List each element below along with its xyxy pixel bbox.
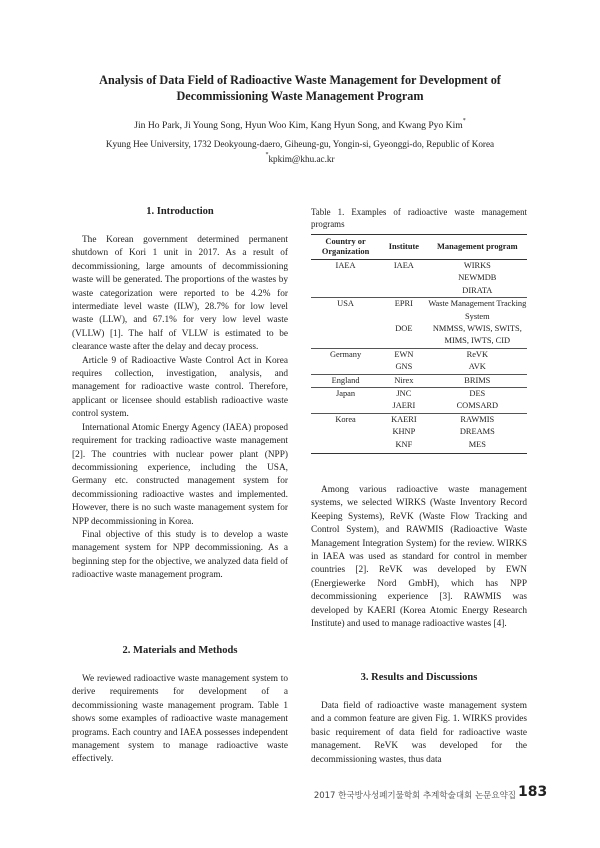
table-row <box>311 348 527 361</box>
section-1-body <box>72 234 288 583</box>
paragraph: International Atomic Energy Agency (IAEA) proposed requirement for tracking radioactive waste management [2]. The countries with nuclear power plant (NPP) decommissioning experience, including the USA, Germany etc. constructed management system for decommissioning radioactive wastes and implemented. However, there is no such waste management system for NPP decommissioning in Korea. <box>72 422 288 527</box>
cell-country: USA <box>311 298 380 323</box>
cell-program: COMSARD <box>456 401 499 411</box>
cell-program: AVK <box>468 362 486 372</box>
table-row <box>311 439 527 454</box>
table-row <box>311 413 527 426</box>
paragraph: Among various radioactive waste management systems, we selected WIRKS (Waste Inventory Record Keeping Systems), ReVK (Waste Flow Tracking and Control System), and RAWMIS (Radioactive Waste Management Integration System) for the review. WIRKS in IAEA was used as standard for control in member countries [2]. ReVK was developed by EWN (Energiewerke Nord GmbH), which has NPP decommissioning experience [3]. RAWMIS was developed by KAERI (Korea Atomic Energy Research Institute) and used to manage radioactive wastes [4]. <box>311 485 527 630</box>
cell-program: NEWMDB <box>458 273 497 283</box>
cell-country <box>311 323 380 348</box>
col-header-country: Country or Organization <box>311 235 380 260</box>
cell-institute: JNC <box>380 388 428 401</box>
table-row <box>311 361 527 374</box>
cell-institute: JAERI <box>392 401 416 411</box>
paragraph: We reviewed radioactive waste management system to derive requirements for development of a decommissioning waste management program. Table 1 shows some examples of radioactive waste management programs. Each country and IAEA possesses independent management system to manage radioactive waste effectively. <box>72 674 288 765</box>
table-row <box>311 374 527 387</box>
page-number: 183 <box>518 784 548 800</box>
table-body <box>311 260 527 454</box>
cell-country <box>311 439 380 454</box>
cell-program: RAWMIS <box>428 413 527 426</box>
programs-table <box>311 234 527 454</box>
table-row <box>311 388 527 401</box>
cell-country <box>311 400 380 413</box>
cell-country: England <box>311 374 380 387</box>
cell-institute: EWN <box>380 348 428 361</box>
paper-title <box>60 72 540 104</box>
paragraph: Final objective of this study is to develop a waste management system for NPP decommissioning. As a beginning step for the objective, we analyzed data field of radioactive waste management program. <box>72 529 288 581</box>
cell-program: WIRKS <box>428 260 527 273</box>
email <box>40 154 560 164</box>
cell-country: Germany <box>311 348 380 361</box>
table-row <box>311 285 527 298</box>
cell-country: Korea <box>311 413 380 426</box>
cell-institute <box>380 272 428 284</box>
cell-program: NMMSS, WWIS, SWITS, MIMS, IWTS, CID <box>432 324 522 346</box>
cell-program: ReVK <box>428 348 527 361</box>
paragraph: Data field of radioactive waste management system and a common feature are given Fig. 1. WIRKS provides basic requirement of data field for radioactive waste management. ReVK was developed for the decommissioning wastes, thus data <box>311 701 527 765</box>
email-mark: * <box>265 152 269 158</box>
table-row <box>311 426 527 438</box>
cell-institute: GNS <box>395 362 413 372</box>
cell-country: Japan <box>311 388 380 401</box>
cell-country <box>311 272 380 284</box>
table-caption: Table 1. Examples of radioactive waste management programs <box>311 207 527 229</box>
paragraph: Article 9 of Radioactive Waste Control Act in Korea requires collection, investigation, analysis, and management for radioactive waste control. Therefore, applicant or licensee should establish radioactive waste control system. <box>72 355 288 420</box>
table-row <box>311 272 527 284</box>
table-row <box>311 400 527 413</box>
section-2-body <box>72 673 288 767</box>
col-header-institute: Institute <box>380 235 428 260</box>
cell-country <box>311 426 380 438</box>
cell-program: DIRATA <box>462 285 493 295</box>
author-names: Jin Ho Park, Ji Young Song, Hyun Woo Kim, Kang Hyun Song, and Kwang Pyo Kim <box>134 120 463 131</box>
cell-institute: KAERI <box>380 413 428 426</box>
paragraph: The Korean government determined permanent shutdown of Kori 1 unit in 2017. As a result of decommissioning, large amounts of decommissioning waste will be generated. The proportions of the wastes by waste categorization were reported to be 4.2% for intermediate level waste (ILW), 28.7% for low level waste (LLW), and 67.1% for very low level waste (VLLW) [1]. The half of VLLW is estimated to be clearance waste after the delay and decay process. <box>72 235 288 353</box>
section-3-body <box>311 700 527 767</box>
cell-institute <box>380 285 428 298</box>
cell-institute: IAEA <box>380 260 428 273</box>
cell-institute: Nirex <box>380 374 428 387</box>
cell-program: DES <box>428 388 527 401</box>
title-line-1: Analysis of Data Field of Radioactive Waste Management for Development of <box>99 73 501 87</box>
cell-program: Waste Management Tracking System <box>428 298 527 323</box>
cell-institute: DOE <box>395 324 413 334</box>
cell-country: IAEA <box>311 260 380 273</box>
table-row <box>311 323 527 348</box>
author-mark: * <box>462 118 466 124</box>
col-header-program: Management program <box>428 235 527 260</box>
table-row <box>311 298 527 323</box>
table-row <box>311 260 527 273</box>
cell-program: BRIMS <box>428 374 527 387</box>
affiliation: Kyung Hee University, 1732 Deokyoung-daero, Giheung-gu, Yongin-si, Gyeonggi-do, Republic of Korea <box>105 139 495 149</box>
cell-program: DREAMS <box>459 427 495 437</box>
section-2-heading: 2. Materials and Methods <box>122 645 238 656</box>
email-address: kpkim@khu.ac.kr <box>268 154 335 164</box>
cell-country <box>311 285 380 298</box>
cell-program: MES <box>428 439 527 454</box>
cell-institute: EPRI <box>380 298 428 323</box>
title-line-2: Decommissioning Waste Management Program <box>176 89 424 103</box>
cell-country <box>311 361 380 374</box>
cell-institute: KNF <box>380 439 428 454</box>
authors <box>40 120 560 131</box>
section-1-heading: 1. Introduction <box>146 206 214 217</box>
section-3-heading: 3. Results and Discussions <box>360 672 478 683</box>
right-column-body <box>311 484 527 631</box>
footer-text: 2017 한국방사성폐기물학회 추계학술대회 논문요약집 <box>313 791 516 801</box>
cell-institute: KHNP <box>392 427 416 437</box>
